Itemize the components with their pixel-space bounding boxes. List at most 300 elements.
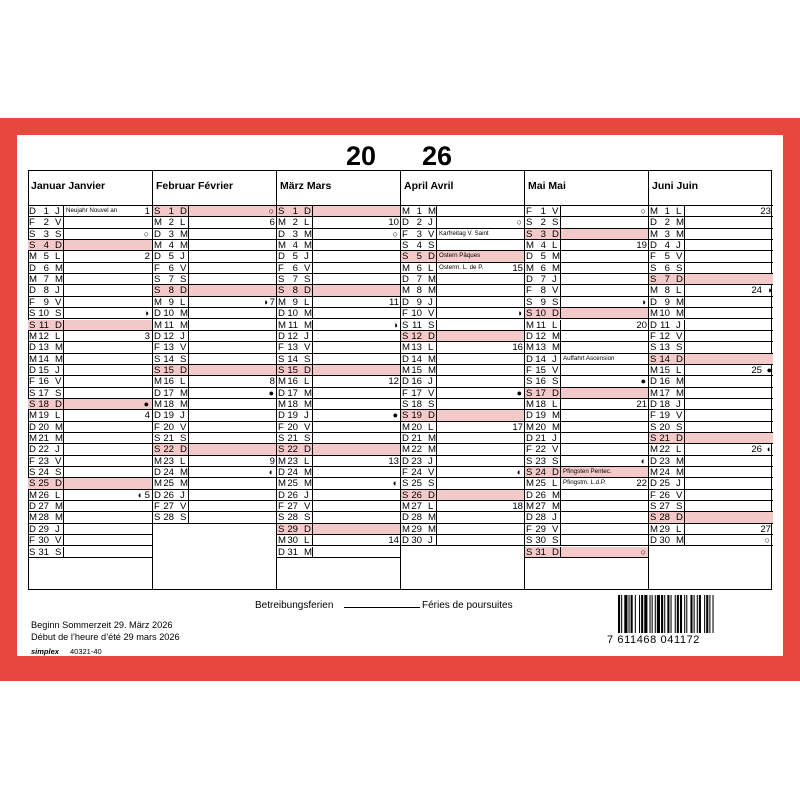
weekday-fr: D: [552, 546, 559, 558]
weekday-de: M: [154, 478, 162, 490]
day-row: [649, 410, 773, 421]
day-row: [277, 399, 401, 410]
weekday-fr: D: [180, 364, 187, 376]
column-separator: [312, 297, 313, 307]
day-row-sunday: [401, 331, 525, 342]
weekday-fr: V: [552, 444, 559, 456]
weekday-de: S: [29, 240, 36, 252]
day-row-sunday: [649, 354, 773, 365]
weekday-fr: V: [55, 455, 62, 467]
holiday-note: Ostern Pâques: [439, 252, 481, 260]
weekday-de: F: [526, 444, 532, 456]
weekday-de: F: [29, 217, 35, 229]
weekday-fr: V: [55, 217, 62, 229]
weekday-de: M: [650, 523, 658, 535]
column-separator: [684, 535, 685, 545]
weekday-de: M: [526, 501, 534, 513]
weekday-de: S: [278, 523, 285, 535]
weekday-de: D: [650, 478, 657, 490]
dst-note-fr: Début de l’heure d’été 29 mars 2026: [31, 632, 180, 642]
day-row: [28, 217, 152, 228]
column-separator: [560, 320, 561, 330]
day-row: [28, 535, 152, 546]
day-number: 17: [411, 387, 422, 399]
day-row: [153, 399, 277, 410]
holiday-note: Auffahrt Ascension: [563, 354, 615, 362]
weekday-de: D: [526, 410, 533, 422]
weekday-fr: M: [676, 455, 684, 467]
weekday-de: M: [526, 319, 534, 331]
day-row: [277, 547, 401, 558]
day-number: 25: [535, 478, 546, 490]
weekday-fr: L: [304, 217, 310, 229]
day-number: 15: [411, 364, 422, 376]
weekday-fr: S: [428, 240, 435, 252]
column-separator: [560, 342, 561, 352]
day-row: [525, 206, 649, 217]
column-separator: [63, 365, 64, 375]
weekday-fr: S: [304, 433, 311, 444]
weekday-fr: M: [304, 240, 312, 252]
column-separator: [312, 274, 313, 284]
day-row: [28, 410, 152, 421]
column-separator: [188, 354, 189, 364]
day-number: 16: [659, 376, 670, 388]
day-row-sunday: [28, 240, 152, 251]
month-column: [400, 170, 524, 590]
day-number: 9: [168, 296, 174, 308]
weekday-de: S: [526, 535, 533, 547]
last-quarter-moon-icon: ◑: [143, 308, 149, 319]
column-separator: [436, 501, 437, 511]
day-row: [401, 467, 525, 478]
week-number: 4: [144, 410, 150, 422]
weekday-fr: D: [55, 478, 62, 490]
new-moon-icon: ●: [392, 410, 398, 421]
day-row: [277, 320, 401, 331]
day-row: [277, 467, 401, 478]
weekday-de: D: [278, 251, 285, 263]
weekday-de: D: [29, 501, 36, 513]
weekday-fr: V: [304, 421, 311, 433]
day-number: 29: [535, 523, 546, 535]
column-separator: [188, 399, 189, 409]
weekday-fr: M: [180, 240, 188, 252]
day-number: 8: [416, 285, 422, 297]
day-row: [649, 467, 773, 478]
day-number: 16: [411, 376, 422, 388]
weekday-fr: J: [676, 478, 681, 490]
weekday-de: S: [526, 296, 533, 308]
weekday-de: M: [526, 240, 534, 252]
month-header: [277, 170, 401, 206]
day-number: 6: [416, 262, 422, 274]
weekday-fr: M: [552, 501, 560, 513]
weekday-de: D: [278, 308, 285, 320]
column-separator: [188, 376, 189, 386]
day-row: [28, 274, 152, 285]
weekday-de: F: [402, 308, 408, 320]
day-number: 30: [659, 535, 670, 547]
day-row: [28, 490, 152, 501]
day-number: 12: [287, 330, 298, 342]
day-row: [401, 320, 525, 331]
weekday-de: D: [154, 489, 161, 501]
day-number: 22: [38, 444, 49, 456]
day-number: 20: [163, 421, 174, 433]
day-number: 25: [287, 478, 298, 490]
day-number: 3: [540, 228, 546, 240]
weekday-fr: J: [55, 364, 60, 376]
weekday-fr: M: [676, 535, 684, 547]
week-number: 7: [269, 296, 275, 308]
full-moon-icon: ○: [640, 206, 646, 216]
column-separator: [188, 444, 189, 454]
column-separator: [684, 308, 685, 318]
day-row: [649, 456, 773, 467]
day-row: [28, 297, 152, 308]
weekday-de: F: [154, 421, 160, 433]
day-row: [649, 206, 773, 217]
weekday-de: F: [154, 501, 160, 513]
day-row: [649, 478, 773, 489]
weekday-fr: S: [55, 467, 62, 479]
weekday-fr: J: [428, 455, 433, 467]
day-row: [401, 285, 525, 296]
day-number: 7: [43, 274, 49, 286]
weekday-de: M: [154, 455, 162, 467]
weekday-de: F: [650, 330, 656, 342]
day-number: 15: [287, 364, 298, 376]
weekday-fr: D: [676, 433, 683, 444]
weekday-fr: S: [428, 319, 435, 331]
column-separator: [312, 422, 313, 432]
column-separator: [560, 444, 561, 454]
day-row: [153, 217, 277, 228]
weekday-fr: V: [676, 489, 683, 501]
weekday-de: D: [278, 546, 285, 558]
day-number: 23: [659, 455, 670, 467]
day-number: 8: [43, 285, 49, 297]
weekday-de: S: [526, 308, 533, 320]
day-row: [277, 274, 401, 285]
weekday-fr: S: [552, 455, 559, 467]
day-row: [401, 524, 525, 535]
weekday-de: M: [278, 296, 286, 308]
column-separator: [312, 512, 313, 522]
weekday-fr: M: [55, 342, 63, 354]
weekday-fr: L: [55, 251, 61, 263]
day-number: 22: [163, 444, 174, 456]
column-separator: [560, 456, 561, 466]
day-number: 26: [659, 489, 670, 501]
column-separator: [63, 410, 64, 420]
weekday-de: S: [29, 467, 36, 479]
weekday-fr: V: [304, 342, 311, 354]
weekday-de: S: [154, 206, 161, 217]
column-separator: [684, 342, 685, 352]
column-separator: [188, 229, 189, 239]
day-row: [649, 297, 773, 308]
barcode-bar: [671, 595, 672, 633]
weekday-de: M: [278, 535, 286, 547]
weekday-de: D: [402, 512, 409, 524]
day-number: 13: [535, 342, 546, 354]
day-number: 3: [664, 228, 670, 240]
weekday-de: M: [402, 342, 410, 354]
day-row: [401, 399, 525, 410]
weekday-fr: J: [304, 489, 309, 501]
day-number: 13: [163, 342, 174, 354]
month-column: [276, 170, 400, 590]
full-moon-icon: ○: [143, 228, 149, 239]
barcode-bar: [618, 595, 620, 633]
day-number: 16: [287, 376, 298, 388]
weekday-de: M: [650, 228, 658, 240]
day-row: [28, 365, 152, 376]
weekday-de: M: [278, 240, 286, 252]
holiday-note: Karfreitag V. Saint: [439, 229, 489, 237]
weekday-de: D: [526, 330, 533, 342]
day-number: 5: [416, 251, 422, 263]
new-moon-icon: ●: [516, 387, 522, 398]
day-row: [525, 354, 649, 365]
barcode-bar: [667, 595, 669, 633]
column-separator: [63, 376, 64, 386]
weekday-de: S: [278, 433, 285, 444]
day-number: 2: [664, 217, 670, 229]
barcode-bar: [713, 595, 714, 633]
weekday-fr: S: [676, 501, 683, 513]
day-row: [153, 342, 277, 353]
weekday-fr: V: [428, 308, 435, 320]
day-number: 4: [664, 240, 670, 252]
column-separator: [188, 410, 189, 420]
column-separator: [312, 433, 313, 443]
weekday-fr: J: [428, 296, 433, 308]
column-separator: [63, 547, 64, 557]
weekday-de: S: [29, 228, 36, 240]
column-separator: [63, 263, 64, 273]
column-separator: [560, 535, 561, 545]
column-separator: [312, 490, 313, 500]
weekday-de: D: [278, 410, 285, 422]
column-separator: [436, 251, 437, 261]
day-row: [277, 240, 401, 251]
weekday-fr: V: [55, 535, 62, 547]
day-row: [153, 308, 277, 319]
day-row: [277, 297, 401, 308]
weekday-de: D: [402, 433, 409, 444]
weekday-fr: D: [676, 353, 683, 365]
day-number: 7: [292, 274, 298, 286]
day-row: [153, 297, 277, 308]
weekday-de: S: [650, 501, 657, 513]
day-row: [28, 422, 152, 433]
day-row: [153, 263, 277, 274]
column-separator: [560, 388, 561, 398]
column-separator: [436, 410, 437, 420]
weekday-de: F: [278, 342, 284, 354]
day-number: 27: [38, 501, 49, 513]
weekday-de: M: [402, 523, 410, 535]
weekday-fr: V: [55, 376, 62, 388]
day-number: 26: [38, 489, 49, 501]
weekday-de: F: [29, 296, 35, 308]
day-number: 19: [163, 410, 174, 422]
column-separator: [312, 547, 313, 557]
weekday-de: F: [402, 228, 408, 240]
weekday-fr: J: [428, 376, 433, 388]
barcode-bar: [697, 595, 698, 633]
column-separator: [63, 456, 64, 466]
week-number: 10: [388, 217, 399, 229]
day-row-sunday: [525, 308, 649, 319]
day-row: [153, 410, 277, 421]
weekday-de: F: [526, 364, 532, 376]
weekday-de: S: [650, 353, 657, 365]
day-row: [277, 229, 401, 240]
column-separator: [560, 501, 561, 511]
weekday-fr: L: [55, 330, 61, 342]
full-moon-icon: ○: [516, 217, 522, 228]
weekday-de: F: [650, 251, 656, 263]
weekday-fr: V: [552, 364, 559, 376]
weekday-fr: L: [676, 523, 682, 535]
first-quarter-moon-icon: ◐: [268, 467, 274, 478]
column-separator: [188, 478, 189, 488]
day-row: [28, 524, 152, 535]
day-number: 9: [540, 296, 546, 308]
column-separator: [312, 331, 313, 341]
column-separator: [312, 285, 313, 295]
month-header: [525, 170, 649, 206]
weekday-de: M: [650, 364, 658, 376]
weekday-fr: D: [552, 228, 559, 240]
weekday-fr: D: [55, 240, 62, 252]
weekday-de: D: [278, 330, 285, 342]
day-row: [401, 535, 525, 546]
column-separator: [684, 512, 685, 522]
full-moon-icon: ○: [392, 228, 398, 239]
day-number: 23: [163, 455, 174, 467]
weekday-fr: S: [55, 228, 62, 240]
day-row-sunday: [277, 285, 401, 296]
weekday-de: D: [526, 512, 533, 524]
column-separator: [312, 206, 313, 216]
weekday-fr: J: [55, 523, 60, 535]
weekday-fr: L: [55, 410, 61, 422]
day-row: [153, 240, 277, 251]
weekday-fr: M: [428, 444, 436, 456]
day-number: 8: [168, 285, 174, 297]
day-row: [649, 490, 773, 501]
weekday-de: S: [278, 285, 285, 297]
day-row: [525, 365, 649, 376]
legend-right: Féries de poursuites: [422, 600, 513, 611]
weekday-de: D: [154, 228, 161, 240]
column-separator: [560, 410, 561, 420]
column-separator: [188, 433, 189, 443]
new-moon-icon: ●: [640, 376, 646, 387]
column-separator: [436, 365, 437, 375]
holiday-note: Pfingsten Pentec.: [563, 468, 612, 476]
day-row: [649, 263, 773, 274]
weekday-fr: M: [304, 467, 312, 479]
day-row: [277, 376, 401, 387]
week-number: 8: [269, 376, 275, 388]
article-number: 40321-40: [70, 647, 102, 656]
day-row: [28, 342, 152, 353]
day-number: 11: [660, 319, 670, 331]
column-separator: [312, 467, 313, 477]
day-number: 4: [168, 240, 174, 252]
column-separator: [312, 365, 313, 375]
day-number: 13: [287, 342, 298, 354]
day-row: [153, 229, 277, 240]
day-row: [277, 512, 401, 523]
column-separator: [312, 399, 313, 409]
weekday-de: S: [402, 330, 409, 342]
day-row: [28, 444, 152, 455]
day-number: 7: [540, 274, 546, 286]
day-row: [28, 206, 152, 217]
day-number: 2: [292, 217, 298, 229]
day-row: [525, 433, 649, 444]
column-separator: [684, 444, 685, 454]
day-number: 15: [535, 364, 546, 376]
month-name: April Avril: [404, 180, 454, 192]
day-number: 19: [659, 410, 670, 422]
weekday-fr: L: [428, 342, 434, 354]
day-row-sunday: [153, 285, 277, 296]
weekday-de: M: [650, 467, 658, 479]
day-number: 31: [535, 546, 546, 558]
day-number: 6: [168, 262, 174, 274]
week-number: 16: [512, 342, 523, 354]
day-number: 5: [292, 251, 298, 263]
day-number: 17: [535, 387, 546, 399]
weekday-de: F: [650, 410, 656, 422]
barcode-bar: [684, 595, 685, 633]
column-separator: [63, 433, 64, 443]
weekday-fr: J: [55, 444, 60, 456]
day-number: 7: [664, 274, 670, 286]
day-number: 6: [292, 262, 298, 274]
day-row-sunday: [153, 444, 277, 455]
day-row-sunday: [649, 433, 773, 444]
weekday-fr: D: [428, 330, 435, 342]
day-number: 15: [659, 364, 670, 376]
column-separator: [560, 308, 561, 318]
weekday-de: D: [402, 455, 409, 467]
day-number: 21: [38, 433, 49, 444]
weekday-fr: L: [55, 489, 61, 501]
last-quarter-moon-icon: ◑: [262, 296, 268, 307]
day-row: [649, 501, 773, 512]
weekday-fr: S: [676, 342, 683, 354]
weekday-fr: M: [428, 353, 436, 365]
day-row-sunday: [401, 251, 525, 262]
barcode-bar: [655, 595, 656, 633]
day-number: 16: [163, 376, 174, 388]
weekday-de: M: [526, 421, 534, 433]
day-row: [649, 285, 773, 296]
month-column: [648, 170, 772, 590]
column-separator: [188, 388, 189, 398]
day-row: [649, 376, 773, 387]
column-separator: [188, 206, 189, 216]
